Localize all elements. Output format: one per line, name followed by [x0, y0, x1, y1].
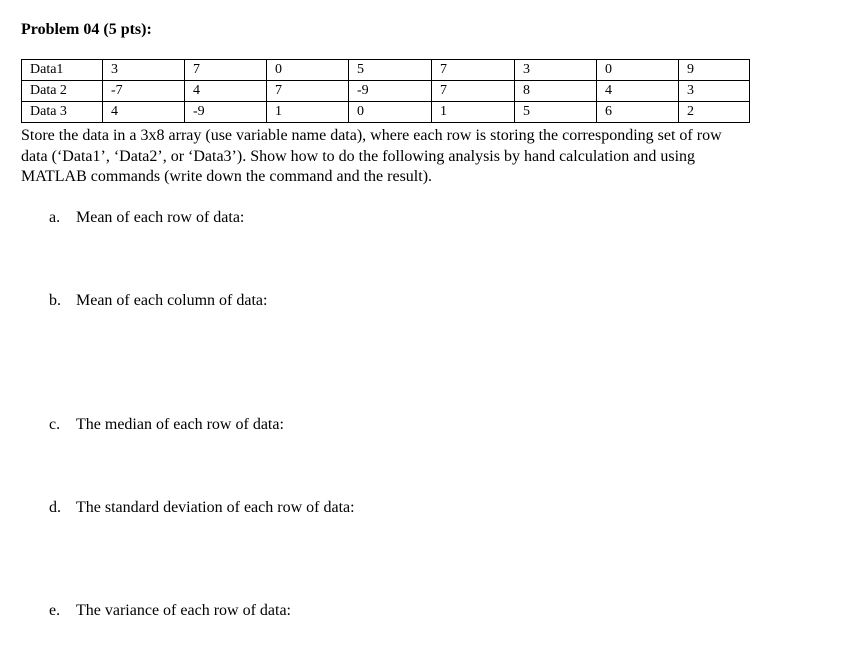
table-cell: 8 [515, 81, 597, 102]
table-cell: 4 [103, 102, 185, 123]
question-c [49, 415, 284, 435]
row-label: Data 3 [22, 102, 103, 123]
table-cell: 7 [185, 60, 267, 81]
table-cell: 3 [103, 60, 185, 81]
question-a [49, 208, 244, 228]
instructions-line: data (‘Data1’, ‘Data2’, or ‘Data3’). Show how to do the following analysis by hand calculation and using [21, 147, 696, 165]
question-letter: c. [49, 416, 61, 433]
question-text: The median of each row of data: [76, 416, 284, 433]
table-cell: -9 [349, 81, 432, 102]
table-cell: 0 [597, 60, 679, 81]
table-cell: 4 [185, 81, 267, 102]
table-cell: 0 [349, 102, 432, 123]
question-b [49, 291, 267, 311]
data-table [21, 59, 750, 123]
instructions-line: MATLAB commands (write down the command and the result). [21, 168, 433, 185]
question-letter: a. [49, 209, 61, 226]
table-cell: 3 [515, 60, 597, 81]
table-cell: -7 [103, 81, 185, 102]
table-cell: 6 [597, 102, 679, 123]
question-e [49, 601, 291, 621]
instructions-paragraph [21, 126, 821, 188]
table-cell: 0 [267, 60, 349, 81]
instructions-line: Store the data in a 3x8 array (use variable name data), where each row is storing the corresponding set of row [21, 127, 722, 144]
table-cell: 9 [679, 60, 750, 81]
table-cell: 1 [267, 102, 349, 123]
row-label: Data 2 [22, 81, 103, 102]
table-row [22, 60, 750, 81]
question-letter: e. [49, 602, 61, 619]
question-letter: d. [49, 499, 61, 516]
question-d [49, 498, 355, 518]
table-cell: 2 [679, 102, 750, 123]
table-cell: 7 [267, 81, 349, 102]
table-cell: 7 [432, 81, 515, 102]
row-label: Data1 [22, 60, 103, 81]
table-cell: -9 [185, 102, 267, 123]
table-row [22, 102, 750, 123]
problem-title: Problem 04 (5 pts): [21, 21, 152, 38]
table-cell: 1 [432, 102, 515, 123]
table-cell: 7 [432, 60, 515, 81]
question-text: The standard deviation of each row of data: [76, 499, 355, 516]
table-row [22, 81, 750, 102]
question-text: Mean of each row of data: [76, 209, 245, 226]
question-text: The variance of each row of data: [76, 602, 291, 619]
question-letter: b. [49, 292, 61, 309]
table-cell: 5 [515, 102, 597, 123]
table-cell: 4 [597, 81, 679, 102]
question-text: Mean of each column of data: [76, 292, 268, 309]
table-cell: 5 [349, 60, 432, 81]
table-cell: 3 [679, 81, 750, 102]
